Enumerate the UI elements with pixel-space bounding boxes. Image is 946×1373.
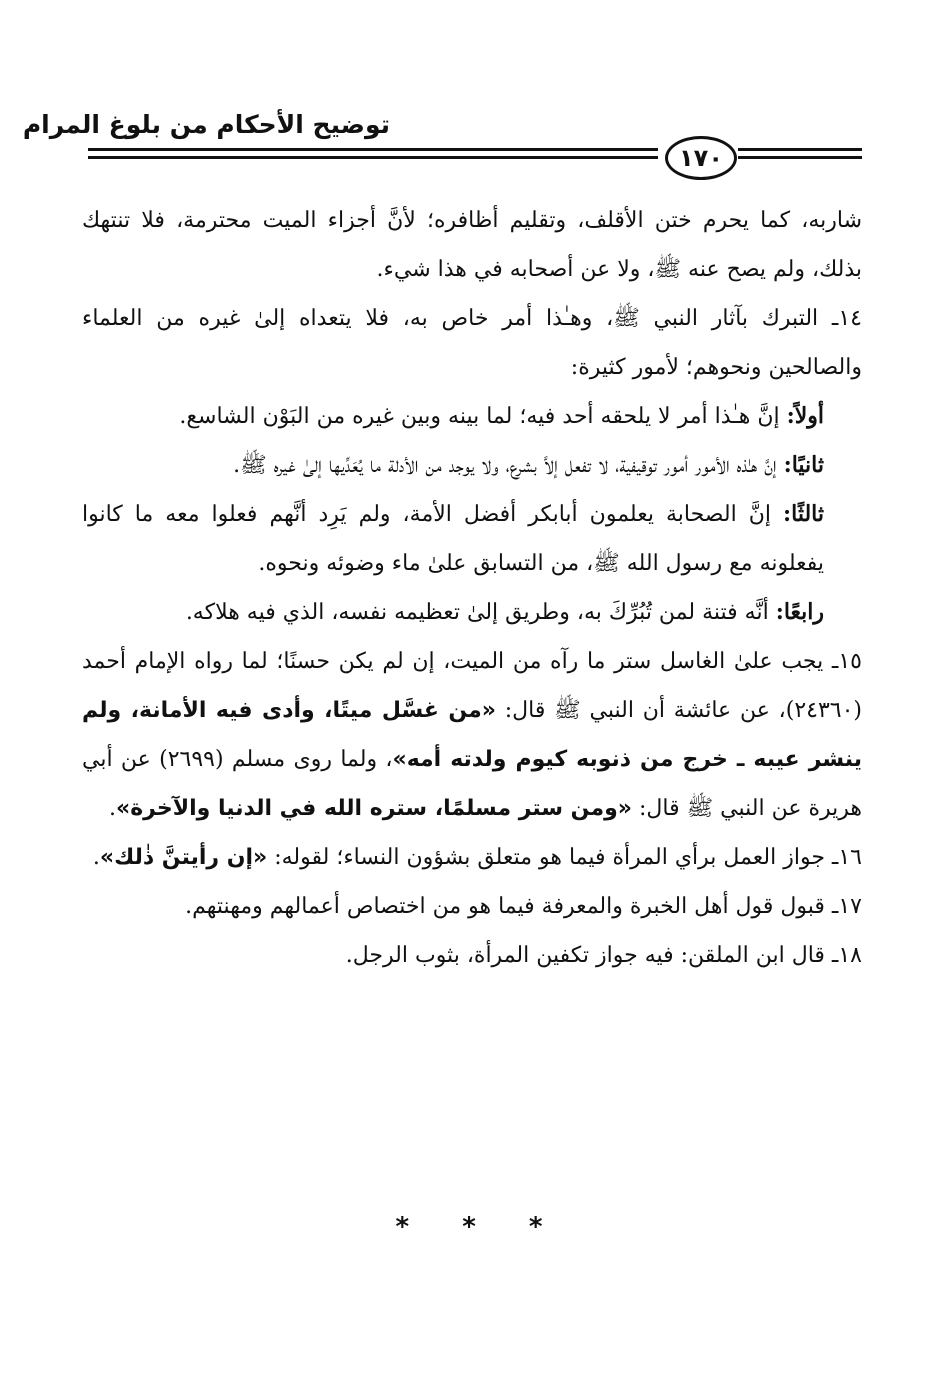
item-15 bbox=[82, 637, 862, 833]
header-rule-right-bottom bbox=[738, 156, 862, 159]
item-17: ١٧ـ قبول قول أهل الخبرة والمعرفة فيما هو من اختصاص أعمالهم ومهنتهم. bbox=[185, 894, 862, 919]
hadith-quote-3: «إن رأيتنَّ ذٰلك» bbox=[99, 845, 268, 870]
point-fourth-label: رابعًا: bbox=[775, 599, 824, 625]
header-rule-right-top bbox=[738, 148, 862, 151]
intro-paragraph: شاربه، كما يحرم ختن الأقلف، وتقليم أظافره؛ لأنَّ أجزاء الميت محترمة، فلا تنتهك بذلك، ولم يصح عنه ﷺ، ولا عن أصحابه في هذا شيء. bbox=[82, 208, 862, 282]
item-16-end: . bbox=[92, 845, 100, 870]
hadith-quote-2: «ومن ستر مسلمًا، ستره الله في الدنيا والآخرة» bbox=[115, 796, 632, 821]
point-third bbox=[82, 490, 862, 588]
point-third-text: إنَّ الصحابة يعلمون أبابكر أفضل الأمة، ولم يَرِد أنَّهم فعلوا معه ما كانوا يفعلونه مع رسول الله ﷺ، من التسابق علىٰ ماء وضوئه ونحوه. bbox=[82, 502, 824, 576]
item-16 bbox=[82, 833, 862, 882]
point-third-label: ثالثًا: bbox=[783, 501, 824, 527]
item-14: ١٤ـ التبرك بآثار النبي ﷺ، وهـٰذا أمر خاص به، فلا يتعداه إلىٰ غيره من العلماء والصالحين ونحوهم؛ لأمور كثيرة: bbox=[82, 306, 862, 380]
section-divider-stars: * * * bbox=[395, 1212, 565, 1242]
item-16-text: ١٦ـ جواز العمل برأي المرأة فيما هو متعلق بشؤون النساء؛ لقوله: bbox=[267, 845, 862, 870]
item-15-end: . bbox=[108, 796, 116, 821]
header-rule-left-bottom bbox=[88, 156, 658, 159]
page-body bbox=[82, 196, 862, 980]
point-first-label: أولاً: bbox=[786, 403, 824, 429]
point-fourth-text: أنَّه فتنة لمن تُبُرِّكَ به، وطريق إلىٰ تعظيمه نفسه، الذي فيه هلاكه. bbox=[185, 600, 776, 625]
point-first-text: إنَّ هـٰذا أمر لا يلحقه أحد فيه؛ لما بينه وبين غيره من البَوْن الشاسع. bbox=[179, 404, 787, 429]
running-header-title: توضيح الأحكام من بلوغ المرام bbox=[22, 110, 390, 139]
point-second bbox=[82, 441, 862, 490]
point-first bbox=[82, 392, 862, 441]
point-fourth bbox=[82, 588, 862, 637]
point-second-text: إنَّ هـٰذه الأمور أمور توقيفية، لا تفعل إلاَّ بشرع، ولا يوجد من الأدلة ما يُعَدِّيها إلىٰ غيره ﷺ. bbox=[233, 453, 784, 478]
hadith-quote-1: «من غسَّل ميتًا، وأدى فيه الأمانة، ولم ينشر عيبه ـ خرج من ذنوبه كيوم ولدته أمه» bbox=[82, 698, 863, 772]
item-15-text-a: ١٥ـ يجب علىٰ الغاسل ستر ما رآه من الميت، إن لم يكن حسنًا؛ لما رواه الإمام أحمد (٢٤٣٦٠)، عن عائشة أن النبي ﷺ قال: bbox=[82, 649, 863, 723]
header-rule-left-top bbox=[88, 148, 658, 151]
page-number: ١٧٠ bbox=[665, 136, 737, 180]
item-18: ١٨ـ قال ابن الملقن: فيه جواز تكفين المرأة، بثوب الرجل. bbox=[345, 943, 862, 968]
point-second-label: ثانيًا: bbox=[783, 452, 824, 478]
item-15-text-b: ، ولما روى مسلم (٢٦٩٩) عن أبي هريرة عن النبي ﷺ قال: bbox=[82, 747, 862, 821]
